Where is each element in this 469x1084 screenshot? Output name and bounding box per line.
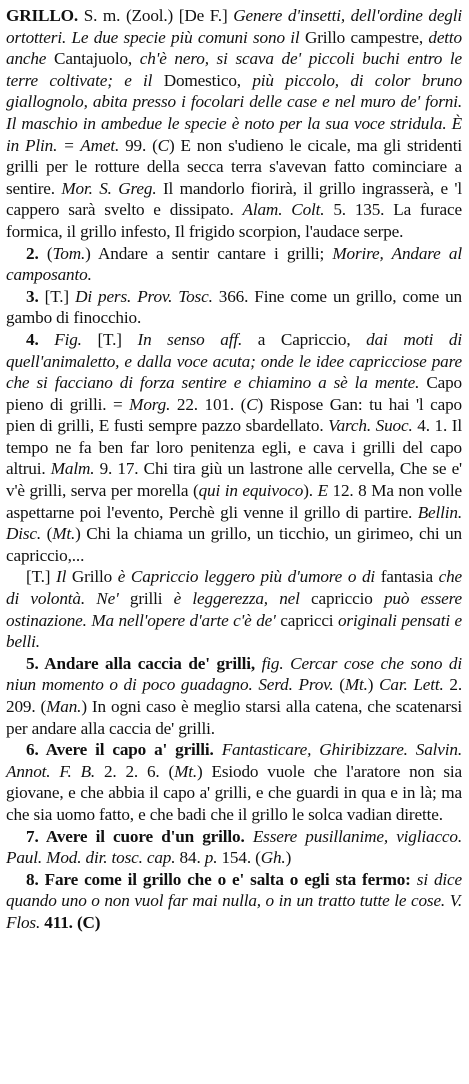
- text-run: può essere ostinazione. Ma nell'opere d'arte c'è de': [6, 589, 462, 630]
- text-run: Grillo: [66, 567, 118, 587]
- text-run: dai moti di quell'animaletto, e dalla voce acuta; onde le idee capricciose pare che si facciano di forza sentire e chiamino a sè la mente.: [6, 329, 462, 393]
- text-run: 99. (: [119, 135, 158, 155]
- text-run: [255, 654, 262, 673]
- text-run: Grillo campestre,: [299, 27, 429, 47]
- entry-paragraph: [6, 869, 462, 934]
- entry-paragraph: [6, 243, 462, 286]
- text-run: 8. Fare come il grillo che o e' salta o egli sta fermo:: [26, 869, 411, 889]
- text-run: Morire, Andare al camposanto.: [6, 243, 462, 285]
- text-run: è leggerezza, nel: [173, 589, 300, 609]
- text-run: 22. 101. (: [170, 394, 247, 414]
- text-run: Fig.: [54, 329, 82, 349]
- text-run: 12. 8 Ma non volle aspettarne poi l'evento, Perchè gli venne il grillo di partire.: [6, 481, 462, 522]
- text-run: C: [157, 135, 169, 155]
- text-run: [39, 330, 55, 349]
- text-run: (: [333, 675, 345, 695]
- text-run: Alam. Colt.: [242, 200, 325, 220]
- text-run: p.: [204, 848, 218, 868]
- text-run: si dice quando uno o non vuol far mai nulla, o in un tratto tutte le cose. V. Flos.: [6, 869, 463, 932]
- text-run: Cantajuolo,: [46, 49, 140, 69]
- entry-paragraph: [6, 329, 462, 567]
- text-run: Car. Lett.: [379, 675, 444, 695]
- text-run: Bellin. Disc.: [6, 502, 462, 544]
- text-run: che di volontà. Ne': [6, 567, 463, 609]
- text-run: Gh.: [260, 848, 286, 868]
- text-run: 2.: [26, 243, 39, 263]
- text-run: 154. (: [217, 848, 261, 868]
- text-run: Essere pusillanime, vigliacco. Paul. Mod. dir. tosc. cap.: [6, 826, 462, 868]
- text-run: (: [38, 243, 53, 263]
- text-run: originali pensati e belli.: [6, 610, 463, 652]
- text-run: 2. 2. 6. (: [95, 761, 175, 781]
- text-run: fig. Cercar cose che sono di niun momento o di poco guadagno. Serd. Prov.: [6, 653, 463, 695]
- text-run: C: [246, 394, 258, 414]
- text-run: capriccio: [299, 589, 384, 609]
- text-run: 3.: [26, 286, 39, 306]
- text-run: ) Esiodo vuole che l'aratore non sia giovane, e che abbia il capo a' grilli, e che guardi in qua e in là; ma che sia uomo fatto, e che badi che il grillo le solca vadian dirette.: [6, 761, 462, 824]
- text-run: In senso aff.: [137, 329, 243, 349]
- text-run: ) In ogni caso è meglio starsi alla catena, che scatenarsi per andare alla caccia de' grilli.: [6, 697, 462, 738]
- text-run: Il mandorlo fiorirà, il grillo ingrasserà, e 'l cappero sarà svelto e dissipato.: [6, 178, 462, 220]
- text-run: ).: [303, 481, 318, 501]
- entry-paragraph: [6, 286, 462, 329]
- text-run: Di pers. Prov. Tosc.: [75, 286, 213, 306]
- text-run: capricci: [275, 610, 338, 630]
- text-run: Mt.: [344, 675, 368, 695]
- text-run: 5. 135. La furace formica, il grillo infesto, Il frigido scorpion, l'audace serpe.: [6, 200, 462, 241]
- entry-paragraph: [6, 653, 462, 739]
- text-run: ) E non s'udieno le cicale, ma gli stridenti grilli per le rotture della secca terra s'avevan fatto cominciare a sentire.: [6, 135, 462, 198]
- text-run: [245, 827, 253, 846]
- text-run: qui in equivoco: [198, 481, 304, 501]
- entry-paragraph: [6, 739, 462, 825]
- entry-paragraph: [6, 566, 462, 652]
- text-run: [T.]: [38, 286, 76, 306]
- text-run: ): [285, 848, 292, 868]
- text-run: è Capriccio leggero più d'umore o di: [117, 567, 376, 587]
- text-run: 366. Fine come un grillo, come un gambo di finocchio.: [6, 286, 462, 328]
- text-run: Domestico,: [152, 70, 253, 90]
- text-run: ): [367, 675, 380, 695]
- text-run: 2. 209. (: [6, 675, 462, 716]
- text-run: 4. 1. Il tempo ne fa ben far loro penitenza egli, e cava i grilli del capo altrui.: [6, 416, 462, 479]
- text-run: GRILLO.: [6, 6, 79, 25]
- text-run: Varch. Suoc.: [328, 416, 413, 436]
- text-run: Mt.: [174, 761, 198, 781]
- text-run: grilli: [118, 589, 174, 609]
- text-run: Il: [56, 567, 67, 587]
- text-run: detto anche: [6, 27, 462, 69]
- text-run: ) Chi la chiama un grillo, un ticchio, un girimeo, chi un capriccio,...: [6, 524, 462, 565]
- text-run: più piccolo, di color bruno giallognolo, abita presso i focolari delle case e nel muro de' forni. Il maschio in ambedue le specie è noto per la sua voce stridula. È in Plin. = Amet.: [6, 70, 463, 155]
- text-run: 411. (C): [44, 912, 101, 932]
- text-run: fantasia: [375, 567, 439, 587]
- text-run: Capo pieno di grilli. =: [6, 373, 462, 414]
- text-run: 5. Andare alla caccia de' grilli,: [26, 653, 256, 673]
- text-run: Tom.: [52, 243, 86, 263]
- text-run: 7. Avere il cuore d'un grillo.: [26, 826, 245, 846]
- text-run: 4.: [26, 329, 39, 349]
- text-run: Morg.: [129, 394, 171, 414]
- text-run: Mt.: [52, 524, 76, 544]
- text-run: ) Andare a sentir cantare i grilli;: [85, 243, 333, 263]
- text-run: 6. Avere il capo a' grilli.: [26, 740, 214, 760]
- text-run: 9. 17. Chi tira giù un lastrone alle cervella, Che se e' v'è grilli, serva per morella (: [6, 459, 462, 501]
- text-run: Malm.: [50, 459, 95, 479]
- text-run: 84.: [175, 848, 205, 868]
- text-run: E: [317, 481, 328, 501]
- text-run: Genere d'insetti, dell'ordine degli ortotteri. Le due specie più comuni sono il: [6, 6, 462, 47]
- text-run: Mor. S. Greg.: [61, 178, 157, 198]
- text-run: ch'è nero, si scava de' piccoli buchi entro le terre coltivate; e il: [6, 49, 462, 90]
- text-run: Fantasticare, Ghiribizzare. Salvin. Annot. F. B.: [6, 740, 463, 781]
- text-run: a Capriccio,: [242, 329, 367, 349]
- text-run: ) Rispose Gan: tu hai 'l capo pien di grilli, E fusti sempre pazzo sbardellato.: [6, 394, 462, 436]
- entry-paragraph: [6, 5, 462, 243]
- text-run: [T.]: [81, 329, 138, 349]
- text-run: S. m. (Zool.) [De F.]: [78, 6, 234, 25]
- text-run: Man.: [46, 697, 82, 716]
- text-run: [214, 740, 222, 759]
- entry-paragraph: [6, 826, 462, 869]
- text-run: [T.]: [26, 567, 57, 587]
- text-run: (: [41, 524, 53, 544]
- dictionary-entry-grillo: [6, 5, 462, 934]
